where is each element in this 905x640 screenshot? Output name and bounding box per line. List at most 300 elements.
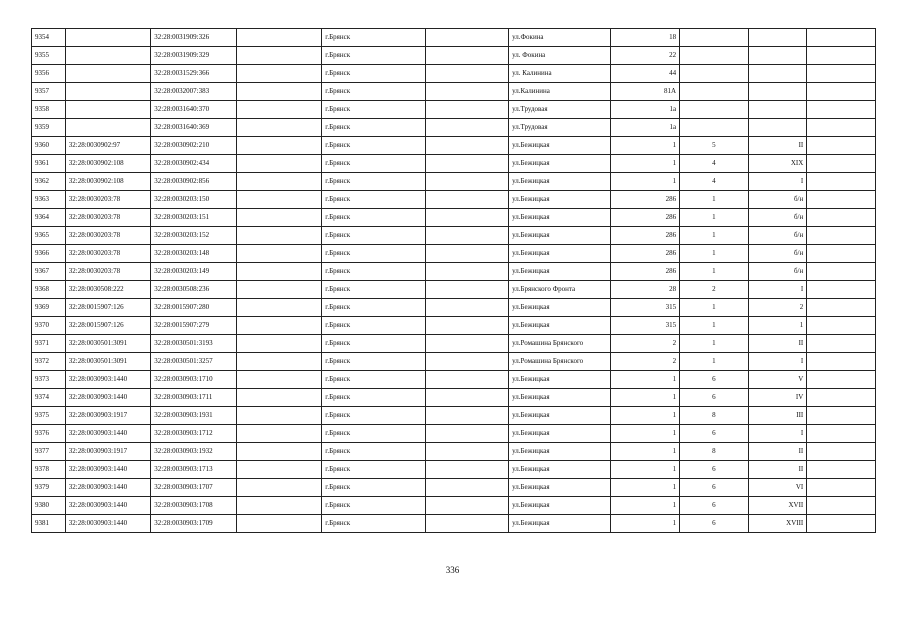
cell-city: г.Брянск	[322, 299, 426, 317]
cell-record-number: 9355	[32, 47, 66, 65]
cell-city: г.Брянск	[322, 65, 426, 83]
cell-parent-cadastral-number: 32:28:0030501:3091	[65, 353, 151, 371]
table-row	[32, 245, 876, 263]
cell-parent-cadastral-number: 32:28:0015907:126	[65, 299, 151, 317]
table-row	[32, 101, 876, 119]
cell-record-number: 9363	[32, 191, 66, 209]
cell-premises-number: б/н	[748, 245, 807, 263]
cell-empty	[425, 65, 508, 83]
cell-city: г.Брянск	[322, 191, 426, 209]
cell-empty	[425, 515, 508, 533]
page-number: 336	[445, 565, 460, 575]
cell-premises-number: б/н	[748, 209, 807, 227]
cell-street: ул.Бежицкая	[509, 389, 611, 407]
cell-empty	[236, 209, 322, 227]
cell-floor: 6	[680, 497, 749, 515]
table-row	[32, 263, 876, 281]
cell-empty	[807, 497, 876, 515]
cell-floor: 6	[680, 461, 749, 479]
cell-house-number: 1	[611, 137, 680, 155]
cell-record-number: 9359	[32, 119, 66, 137]
cell-empty	[425, 155, 508, 173]
cell-cadastral-number: 32:28:0031909:329	[151, 47, 237, 65]
cell-empty	[807, 119, 876, 137]
cell-house-number: 1	[611, 155, 680, 173]
cell-parent-cadastral-number: 32:28:0030203:78	[65, 209, 151, 227]
table-row	[32, 29, 876, 47]
cell-house-number: 2	[611, 353, 680, 371]
table-row	[32, 479, 876, 497]
cell-record-number: 9367	[32, 263, 66, 281]
cell-house-number: 18	[611, 29, 680, 47]
cell-premises-number	[748, 65, 807, 83]
cell-empty	[807, 263, 876, 281]
cell-record-number: 9361	[32, 155, 66, 173]
cell-empty	[807, 227, 876, 245]
cell-empty	[236, 65, 322, 83]
cell-empty	[236, 425, 322, 443]
cell-parent-cadastral-number: 32:28:0030903:1440	[65, 461, 151, 479]
table-row	[32, 425, 876, 443]
cell-premises-number: I	[748, 425, 807, 443]
cell-record-number: 9373	[32, 371, 66, 389]
cell-city: г.Брянск	[322, 137, 426, 155]
cell-city: г.Брянск	[322, 173, 426, 191]
cell-street: ул.Трудовая	[509, 101, 611, 119]
cell-cadastral-number: 32:28:0030203:152	[151, 227, 237, 245]
cell-parent-cadastral-number	[65, 65, 151, 83]
cell-empty	[236, 173, 322, 191]
cell-floor	[680, 47, 749, 65]
cell-city: г.Брянск	[322, 119, 426, 137]
cell-empty	[236, 479, 322, 497]
table-row	[32, 371, 876, 389]
cell-empty	[236, 443, 322, 461]
cell-record-number: 9370	[32, 317, 66, 335]
cell-empty	[425, 443, 508, 461]
cell-empty	[236, 515, 322, 533]
cell-empty	[807, 353, 876, 371]
cell-floor: 6	[680, 479, 749, 497]
cell-parent-cadastral-number	[65, 119, 151, 137]
cell-empty	[425, 299, 508, 317]
cell-premises-number: XVII	[748, 497, 807, 515]
cell-street: ул.Бежицкая	[509, 443, 611, 461]
cell-street: ул.Ромашина Брянского	[509, 353, 611, 371]
cell-premises-number: VI	[748, 479, 807, 497]
cell-city: г.Брянск	[322, 479, 426, 497]
cell-premises-number: XIX	[748, 155, 807, 173]
cell-empty	[425, 47, 508, 65]
cell-premises-number: б/н	[748, 191, 807, 209]
cell-empty	[807, 47, 876, 65]
cell-empty	[236, 371, 322, 389]
cell-empty	[425, 497, 508, 515]
cell-empty	[425, 389, 508, 407]
cell-floor: 1	[680, 335, 749, 353]
cell-premises-number: II	[748, 461, 807, 479]
cell-house-number: 286	[611, 209, 680, 227]
cell-empty	[807, 191, 876, 209]
table-row	[32, 515, 876, 533]
cell-empty	[425, 461, 508, 479]
cell-street: ул.Бежицкая	[509, 191, 611, 209]
cell-empty	[236, 47, 322, 65]
table-row	[32, 407, 876, 425]
cell-city: г.Брянск	[322, 101, 426, 119]
cell-empty	[807, 65, 876, 83]
cell-street: ул.Бежицкая	[509, 209, 611, 227]
cell-house-number: 22	[611, 47, 680, 65]
cell-city: г.Брянск	[322, 209, 426, 227]
cell-empty	[236, 83, 322, 101]
cell-cadastral-number: 32:28:0030903:1707	[151, 479, 237, 497]
cell-street: ул.Трудовая	[509, 119, 611, 137]
cell-parent-cadastral-number: 32:28:0030903:1440	[65, 497, 151, 515]
cell-cadastral-number: 32:28:0030903:1708	[151, 497, 237, 515]
table-row	[32, 335, 876, 353]
cell-house-number: 1	[611, 515, 680, 533]
cell-empty	[236, 101, 322, 119]
table-row	[32, 119, 876, 137]
cell-empty	[807, 155, 876, 173]
cell-parent-cadastral-number: 32:28:0030203:78	[65, 191, 151, 209]
cell-empty	[425, 173, 508, 191]
table-row	[32, 137, 876, 155]
cell-cadastral-number: 32:28:0030501:3193	[151, 335, 237, 353]
cell-record-number: 9354	[32, 29, 66, 47]
cell-empty	[807, 479, 876, 497]
cell-city: г.Брянск	[322, 443, 426, 461]
cell-record-number: 9358	[32, 101, 66, 119]
cell-record-number: 9381	[32, 515, 66, 533]
cell-parent-cadastral-number: 32:28:0030508:222	[65, 281, 151, 299]
cell-floor: 1	[680, 227, 749, 245]
table-row	[32, 227, 876, 245]
cell-empty	[425, 137, 508, 155]
cell-premises-number	[748, 47, 807, 65]
cell-floor: 6	[680, 389, 749, 407]
cell-floor: 4	[680, 173, 749, 191]
cell-floor	[680, 83, 749, 101]
cell-empty	[807, 317, 876, 335]
cell-parent-cadastral-number: 32:28:0030902:108	[65, 155, 151, 173]
table-body	[32, 29, 876, 533]
cell-premises-number	[748, 29, 807, 47]
cell-city: г.Брянск	[322, 155, 426, 173]
cell-empty	[807, 407, 876, 425]
cell-empty	[425, 83, 508, 101]
cell-cadastral-number: 32:28:0031909:326	[151, 29, 237, 47]
cell-house-number: 28	[611, 281, 680, 299]
cell-floor: 1	[680, 191, 749, 209]
cell-empty	[807, 425, 876, 443]
cell-parent-cadastral-number: 32:28:0030903:1440	[65, 389, 151, 407]
cell-empty	[425, 317, 508, 335]
cell-street: ул.Бежицкая	[509, 461, 611, 479]
cell-parent-cadastral-number	[65, 83, 151, 101]
cell-empty	[425, 119, 508, 137]
cell-parent-cadastral-number: 32:28:0030903:1440	[65, 425, 151, 443]
cell-record-number: 9364	[32, 209, 66, 227]
cell-floor: 8	[680, 407, 749, 425]
cell-record-number: 9379	[32, 479, 66, 497]
cell-empty	[807, 137, 876, 155]
cell-floor: 1	[680, 263, 749, 281]
cell-city: г.Брянск	[322, 353, 426, 371]
cell-record-number: 9375	[32, 407, 66, 425]
cell-premises-number: б/н	[748, 227, 807, 245]
cell-premises-number: V	[748, 371, 807, 389]
cell-floor: 1	[680, 299, 749, 317]
table-row	[32, 389, 876, 407]
cell-cadastral-number: 32:28:0030902:434	[151, 155, 237, 173]
register-sheet	[31, 28, 876, 533]
cell-parent-cadastral-number: 32:28:0030501:3091	[65, 335, 151, 353]
cell-empty	[807, 335, 876, 353]
cell-street: ул.Брянского Фронта	[509, 281, 611, 299]
cell-premises-number	[748, 101, 807, 119]
cell-empty	[807, 389, 876, 407]
cell-premises-number: III	[748, 407, 807, 425]
table-row	[32, 209, 876, 227]
cell-empty	[236, 497, 322, 515]
address-register-table	[31, 28, 876, 533]
cell-record-number: 9362	[32, 173, 66, 191]
cell-parent-cadastral-number	[65, 101, 151, 119]
cell-record-number: 9356	[32, 65, 66, 83]
table-row	[32, 47, 876, 65]
cell-premises-number: IV	[748, 389, 807, 407]
cell-street: ул. Калинина	[509, 65, 611, 83]
cell-cadastral-number: 32:28:0030203:148	[151, 245, 237, 263]
cell-street: ул. Фокина	[509, 47, 611, 65]
cell-cadastral-number: 32:28:0030203:150	[151, 191, 237, 209]
cell-cadastral-number: 32:28:0030903:1710	[151, 371, 237, 389]
cell-premises-number: I	[748, 173, 807, 191]
cell-empty	[807, 245, 876, 263]
cell-record-number: 9374	[32, 389, 66, 407]
cell-parent-cadastral-number: 32:28:0030203:78	[65, 263, 151, 281]
cell-empty	[807, 515, 876, 533]
cell-street: ул.Бежицкая	[509, 173, 611, 191]
table-row	[32, 443, 876, 461]
table-row	[32, 461, 876, 479]
cell-premises-number: I	[748, 353, 807, 371]
cell-city: г.Брянск	[322, 497, 426, 515]
cell-city: г.Брянск	[322, 389, 426, 407]
cell-city: г.Брянск	[322, 335, 426, 353]
cell-floor: 1	[680, 317, 749, 335]
cell-empty	[807, 209, 876, 227]
cell-city: г.Брянск	[322, 83, 426, 101]
table-row	[32, 317, 876, 335]
cell-empty	[807, 101, 876, 119]
cell-city: г.Брянск	[322, 263, 426, 281]
cell-floor: 1	[680, 209, 749, 227]
cell-street: ул.Бежицкая	[509, 263, 611, 281]
cell-empty	[236, 461, 322, 479]
cell-parent-cadastral-number: 32:28:0030903:1440	[65, 479, 151, 497]
cell-floor: 1	[680, 353, 749, 371]
cell-empty	[236, 245, 322, 263]
cell-street: ул.Бежицкая	[509, 497, 611, 515]
cell-parent-cadastral-number: 32:28:0030902:97	[65, 137, 151, 155]
cell-premises-number: XVIII	[748, 515, 807, 533]
cell-street: ул.Бежицкая	[509, 227, 611, 245]
cell-street: ул.Ромашина Брянского	[509, 335, 611, 353]
cell-floor: 6	[680, 425, 749, 443]
cell-floor	[680, 29, 749, 47]
cell-premises-number: 2	[748, 299, 807, 317]
cell-house-number: 1	[611, 389, 680, 407]
cell-house-number: 1	[611, 407, 680, 425]
cell-street: ул.Бежицкая	[509, 317, 611, 335]
cell-record-number: 9360	[32, 137, 66, 155]
cell-record-number: 9357	[32, 83, 66, 101]
cell-empty	[807, 173, 876, 191]
cell-street: ул.Бежицкая	[509, 479, 611, 497]
cell-premises-number: II	[748, 335, 807, 353]
cell-empty	[236, 317, 322, 335]
cell-empty	[236, 29, 322, 47]
cell-record-number: 9366	[32, 245, 66, 263]
cell-street: ул.Калинина	[509, 83, 611, 101]
cell-empty	[236, 407, 322, 425]
cell-street: ул.Бежицкая	[509, 425, 611, 443]
cell-floor: 2	[680, 281, 749, 299]
cell-city: г.Брянск	[322, 47, 426, 65]
cell-city: г.Брянск	[322, 371, 426, 389]
cell-record-number: 9378	[32, 461, 66, 479]
cell-empty	[807, 443, 876, 461]
cell-cadastral-number: 32:28:0031640:370	[151, 101, 237, 119]
cell-cadastral-number: 32:28:0031529:366	[151, 65, 237, 83]
cell-empty	[425, 335, 508, 353]
cell-empty	[425, 209, 508, 227]
cell-record-number: 9376	[32, 425, 66, 443]
cell-cadastral-number: 32:28:0030903:1931	[151, 407, 237, 425]
cell-empty	[236, 119, 322, 137]
cell-empty	[807, 281, 876, 299]
cell-parent-cadastral-number: 32:28:0030203:78	[65, 227, 151, 245]
cell-cadastral-number: 32:28:0030903:1932	[151, 443, 237, 461]
cell-floor: 6	[680, 371, 749, 389]
cell-cadastral-number: 32:28:0030903:1709	[151, 515, 237, 533]
cell-parent-cadastral-number: 32:28:0030902:108	[65, 173, 151, 191]
cell-empty	[236, 281, 322, 299]
cell-parent-cadastral-number: 32:28:0030903:1917	[65, 443, 151, 461]
cell-house-number: 1	[611, 479, 680, 497]
cell-cadastral-number: 32:28:0030501:3257	[151, 353, 237, 371]
cell-empty	[425, 353, 508, 371]
cell-city: г.Брянск	[322, 317, 426, 335]
table-row	[32, 497, 876, 515]
cell-parent-cadastral-number: 32:28:0015907:126	[65, 317, 151, 335]
cell-cadastral-number: 32:28:0015907:280	[151, 299, 237, 317]
cell-city: г.Брянск	[322, 407, 426, 425]
cell-cadastral-number: 32:28:0031640:369	[151, 119, 237, 137]
cell-street: ул.Бежицкая	[509, 299, 611, 317]
cell-record-number: 9369	[32, 299, 66, 317]
cell-parent-cadastral-number	[65, 29, 151, 47]
cell-street: ул.Бежицкая	[509, 515, 611, 533]
table-row	[32, 281, 876, 299]
cell-parent-cadastral-number: 32:28:0030903:1440	[65, 515, 151, 533]
cell-house-number: 1	[611, 371, 680, 389]
cell-empty	[425, 101, 508, 119]
cell-floor	[680, 119, 749, 137]
cell-empty	[425, 191, 508, 209]
cell-empty	[425, 281, 508, 299]
cell-premises-number: I	[748, 281, 807, 299]
cell-empty	[807, 371, 876, 389]
cell-house-number: 1	[611, 497, 680, 515]
cell-city: г.Брянск	[322, 227, 426, 245]
table-row	[32, 191, 876, 209]
cell-floor: 5	[680, 137, 749, 155]
table-row	[32, 173, 876, 191]
cell-empty	[425, 263, 508, 281]
table-row	[32, 65, 876, 83]
cell-house-number: 1	[611, 443, 680, 461]
cell-empty	[236, 227, 322, 245]
cell-empty	[236, 191, 322, 209]
cell-street: ул.Бежицкая	[509, 371, 611, 389]
table-row	[32, 83, 876, 101]
cell-house-number: 1	[611, 461, 680, 479]
cell-empty	[807, 83, 876, 101]
cell-house-number: 286	[611, 191, 680, 209]
cell-parent-cadastral-number	[65, 47, 151, 65]
cell-cadastral-number: 32:28:0030902:210	[151, 137, 237, 155]
cell-floor: 6	[680, 515, 749, 533]
cell-cadastral-number: 32:28:0030903:1712	[151, 425, 237, 443]
cell-empty	[425, 245, 508, 263]
cell-empty	[807, 299, 876, 317]
cell-house-number: 286	[611, 227, 680, 245]
cell-cadastral-number: 32:28:0030903:1713	[151, 461, 237, 479]
cell-house-number: 1а	[611, 101, 680, 119]
cell-empty	[236, 353, 322, 371]
cell-parent-cadastral-number: 32:28:0030903:1917	[65, 407, 151, 425]
cell-city: г.Брянск	[322, 515, 426, 533]
cell-house-number: 1а	[611, 119, 680, 137]
cell-house-number: 1	[611, 425, 680, 443]
cell-empty	[425, 227, 508, 245]
cell-cadastral-number: 32:28:0030508:236	[151, 281, 237, 299]
cell-cadastral-number: 32:28:0030203:151	[151, 209, 237, 227]
cell-city: г.Брянск	[322, 461, 426, 479]
cell-floor: 1	[680, 245, 749, 263]
cell-empty	[425, 479, 508, 497]
cell-house-number: 2	[611, 335, 680, 353]
cell-empty	[236, 299, 322, 317]
cell-empty	[425, 407, 508, 425]
cell-empty	[236, 335, 322, 353]
cell-premises-number: II	[748, 443, 807, 461]
cell-empty	[807, 461, 876, 479]
cell-empty	[236, 155, 322, 173]
cell-premises-number: 1	[748, 317, 807, 335]
cell-record-number: 9368	[32, 281, 66, 299]
table-row	[32, 155, 876, 173]
cell-record-number: 9377	[32, 443, 66, 461]
cell-house-number: 81А	[611, 83, 680, 101]
cell-cadastral-number: 32:28:0030902:856	[151, 173, 237, 191]
cell-house-number: 286	[611, 263, 680, 281]
cell-street: ул.Бежицкая	[509, 245, 611, 263]
